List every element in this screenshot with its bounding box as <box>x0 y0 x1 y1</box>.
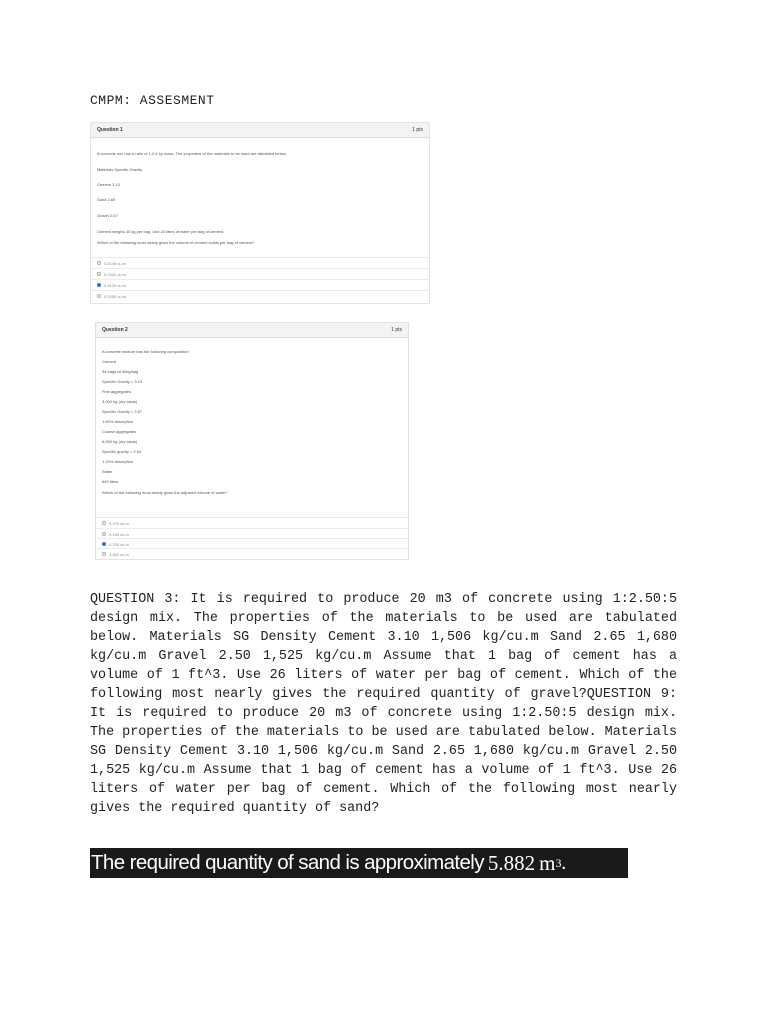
q2-line: Fine aggregates <box>102 389 131 394</box>
answer-value: 5.882 <box>487 850 536 875</box>
question-2-points: 1 pts <box>391 327 402 333</box>
q1-line: Gravel 2.67 <box>97 213 118 218</box>
q2-line: Specific gravity = 2.64 <box>102 449 142 454</box>
q1-line: A concrete mix has a ratio of 1:2:4 by mass. The properties of the materials to be used are tabulated below. <box>97 151 287 156</box>
question-1-points: 1 pts <box>412 127 423 133</box>
question-text: QUESTION 3: It is required to produce 20 m3 of concrete using 1:2.50:5 design mix. The properties of the materials to be used are tabulated below. Materials SG Density Cement 3.10 1,506 kg/cu.m Sand 2.65 1,680 kg/cu.m Gravel 2.50 1,525 kg/cu.m Assume that 1 bag of cement has a volume of 1 ft^3. Use 26 liters of water per bag of cement. Which of the following most nearly gives the required quantity of gravel?QUESTION 9: It is required to produce 20 m3 of concrete using 1:2.50:5 design mix. The properties of the materials to be used are tabulated below. Materials SG Density Cement 3.10 1,506 kg/cu.m Sand 2.65 1,680 kg/cu.m Gravel 2.50 1,525 kg/cu.m Assume that 1 bag of cement has a volume of 1 ft^3. Use 26 liters of water per bag of cement. Which of the following most nearly gives the required quantity of sand? <box>90 592 677 816</box>
radio-icon[interactable] <box>102 532 106 536</box>
q2-line: Coarse aggregates <box>102 429 137 434</box>
q2-option[interactable]: 4.460 cu.m <box>96 548 408 559</box>
q1-line: Sand 2.65 <box>97 197 116 202</box>
answer-exponent: 3 <box>555 855 561 870</box>
q2-line: Cement <box>102 359 117 364</box>
radio-icon[interactable] <box>102 552 106 556</box>
answer-period: . <box>560 851 566 874</box>
answer-banner <box>90 848 628 878</box>
radio-icon[interactable] <box>97 261 101 265</box>
answer-unit: m <box>539 850 556 875</box>
question-2-title: Question 2 <box>102 327 128 333</box>
radio-icon[interactable] <box>97 272 101 276</box>
question-2-card <box>95 322 409 560</box>
q1-option[interactable]: 0.0145 cu.m <box>91 257 429 268</box>
q1-line: Cement weighs 40 kg per bag. Use 24 liters of water per bag of cement. <box>97 229 225 234</box>
q2-option[interactable]: 5.376 cu.m <box>96 517 408 528</box>
q2-line: Which of the following most nearly gives the adjusted volume of water? <box>102 490 228 495</box>
q2-option-selected[interactable]: 4.750 cu.m <box>96 538 408 549</box>
q1-line: Which of the following most nearly gives the volume of cement solids per bag of cement? <box>97 240 255 245</box>
q2-line: Water <box>102 469 113 474</box>
document-heading: CMPM: ASSESMENT <box>90 93 215 108</box>
q2-line: 1.20% absorption <box>102 459 134 464</box>
q2-line: A concrete mixture has the following composition: <box>102 349 190 354</box>
q1-line: Cement 3.15 <box>97 182 120 187</box>
question-1-title: Question 1 <box>97 127 123 133</box>
q1-option[interactable]: 0.0420 cu.m <box>91 268 429 279</box>
question-1-header <box>91 123 429 138</box>
radio-icon[interactable] <box>97 294 101 298</box>
radio-icon[interactable] <box>102 521 106 525</box>
q2-line: 3,000 kg (dry basis) <box>102 399 138 404</box>
question-1-card <box>90 122 430 304</box>
q2-line: Specific Gravity = 2.67 <box>102 409 143 414</box>
radio-selected-icon[interactable] <box>97 283 101 287</box>
q2-line: 6,060 kg (dry basis) <box>102 439 138 444</box>
q1-option-selected[interactable]: 0.0120 cu.m <box>91 279 429 290</box>
q2-line: 34 bags at 40kg/bag <box>102 369 139 374</box>
question-2-header <box>96 323 408 338</box>
q1-line: Materials Specific Gravity <box>97 167 143 172</box>
q2-option[interactable]: 5.189 cu.m <box>96 528 408 539</box>
answer-text: The required quantity of sand is approximately <box>91 851 484 874</box>
q2-line: 1.60% absorption <box>102 419 134 424</box>
radio-selected-icon[interactable] <box>102 542 106 546</box>
q2-line: Specific Gravity = 3.15 <box>102 379 143 384</box>
q1-option[interactable]: 0.0250 cu.m <box>91 290 429 301</box>
q2-line: 640 liters <box>102 479 119 484</box>
